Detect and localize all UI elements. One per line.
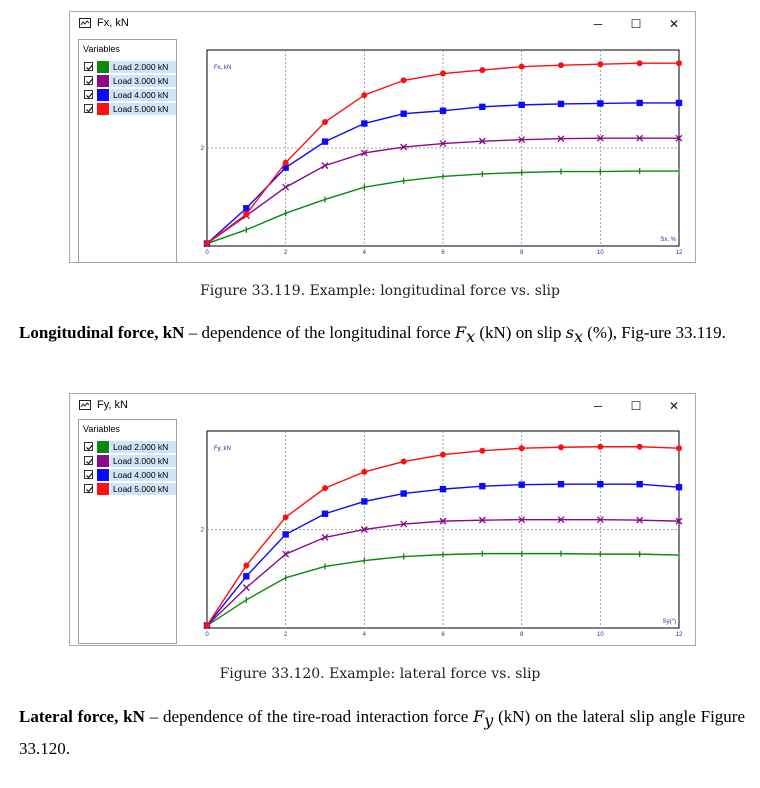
data-point bbox=[519, 445, 525, 451]
variable-label: Load 3.000 kN bbox=[110, 75, 176, 87]
fx-chart-window bbox=[69, 11, 696, 263]
data-point bbox=[558, 62, 564, 68]
data-point bbox=[637, 444, 643, 450]
data-point bbox=[440, 71, 446, 77]
data-point bbox=[440, 452, 446, 458]
variable-label: Load 4.000 kN bbox=[110, 469, 176, 481]
data-point bbox=[243, 573, 249, 579]
variable-label: Load 5.000 kN bbox=[110, 103, 176, 115]
data-point bbox=[204, 241, 210, 247]
math-variable: F bbox=[473, 707, 485, 726]
data-point bbox=[597, 61, 603, 67]
close-button[interactable]: ✕ bbox=[668, 17, 680, 31]
math-subscript: x bbox=[573, 327, 584, 347]
data-point bbox=[282, 531, 288, 537]
data-point bbox=[558, 101, 564, 107]
figure-caption: Figure 33.120. Example: lateral force vs. slip bbox=[219, 666, 541, 682]
x-tick-label: 8 bbox=[519, 250, 524, 256]
x-tick-label: 6 bbox=[441, 632, 445, 638]
data-point bbox=[204, 623, 210, 629]
x-tick-label: 12 bbox=[675, 250, 683, 256]
x-axis-label: Sx, % bbox=[660, 237, 676, 243]
data-point bbox=[361, 120, 367, 126]
variables-title: Variables bbox=[83, 44, 120, 54]
data-point bbox=[558, 444, 564, 450]
math-subscript: x bbox=[466, 327, 476, 347]
x-tick-label: 4 bbox=[362, 250, 367, 256]
variable-label: Load 5.000 kN bbox=[110, 483, 176, 495]
data-point bbox=[361, 469, 367, 475]
x-tick-label: 10 bbox=[596, 632, 604, 638]
y-tick-label: 2 bbox=[200, 146, 204, 152]
variable-label: Load 4.000 kN bbox=[110, 89, 176, 101]
data-point bbox=[518, 481, 524, 487]
x-tick-label: 2 bbox=[283, 632, 288, 638]
fy-line-chart bbox=[70, 394, 697, 647]
variable-label: Load 2.000 kN bbox=[110, 61, 176, 73]
data-point bbox=[676, 445, 682, 451]
paragraph-text: – dependence of the longitudinal force bbox=[184, 323, 455, 342]
x-tick-label: 10 bbox=[596, 250, 604, 256]
minimize-button[interactable]: ─ bbox=[593, 399, 603, 413]
data-point bbox=[400, 490, 406, 496]
x-tick-label: 0 bbox=[205, 250, 209, 256]
data-point bbox=[676, 100, 682, 106]
fx-line-chart bbox=[70, 12, 697, 264]
paragraph-lateral-force bbox=[19, 704, 745, 762]
paragraph-text: (kN) on slip bbox=[475, 323, 566, 342]
data-point bbox=[440, 108, 446, 114]
close-button[interactable]: ✕ bbox=[668, 399, 680, 413]
data-point bbox=[322, 485, 328, 491]
data-point bbox=[243, 562, 249, 568]
term-heading: Longitudinal force, kN bbox=[19, 323, 185, 342]
x-tick-label: 2 bbox=[283, 250, 288, 256]
data-point bbox=[400, 111, 406, 117]
variable-label: Load 3.000 kN bbox=[110, 455, 176, 467]
data-point bbox=[597, 444, 603, 450]
x-tick-label: 4 bbox=[362, 632, 367, 638]
y-tick-label: 2 bbox=[200, 527, 204, 534]
variable-label: Load 2.000 kN bbox=[110, 441, 176, 453]
math-variable: F bbox=[454, 323, 467, 342]
data-point bbox=[479, 104, 485, 110]
data-point bbox=[676, 60, 682, 66]
x-tick-label: 8 bbox=[519, 632, 524, 638]
data-point bbox=[243, 211, 249, 217]
math-subscript: y bbox=[484, 711, 494, 731]
data-point bbox=[479, 67, 485, 73]
data-point bbox=[597, 481, 603, 487]
paragraph-text: (kN) on the lateral slip angle Figure 33.120. bbox=[19, 707, 745, 759]
data-point bbox=[597, 100, 603, 106]
x-tick-label: 0 bbox=[205, 632, 209, 638]
y-axis-label: Fx, kN bbox=[214, 65, 232, 71]
window-title: Fx, kN bbox=[97, 17, 129, 29]
data-point bbox=[361, 498, 367, 504]
data-point bbox=[479, 483, 485, 489]
data-point bbox=[322, 138, 328, 144]
paragraph-longitudinal-force bbox=[19, 320, 745, 352]
minimize-button[interactable]: ─ bbox=[593, 17, 603, 31]
data-point bbox=[401, 459, 407, 465]
data-point bbox=[322, 119, 328, 125]
data-point bbox=[636, 100, 642, 106]
x-tick-label: 12 bbox=[675, 632, 683, 638]
data-point bbox=[322, 511, 328, 517]
math-variable: s bbox=[565, 323, 574, 342]
data-point bbox=[401, 77, 407, 83]
data-point bbox=[676, 484, 682, 490]
window-title: Fy, kN bbox=[97, 399, 128, 411]
data-point bbox=[636, 481, 642, 487]
x-axis-label: Sy(°) bbox=[662, 619, 676, 625]
term-heading: Lateral force, kN bbox=[19, 707, 145, 726]
data-point bbox=[440, 486, 446, 492]
data-point bbox=[283, 160, 289, 166]
data-point bbox=[518, 102, 524, 108]
paragraph-text: – dependence of the tire-road interaction force bbox=[144, 707, 474, 726]
y-axis-label: Fy, kN bbox=[214, 446, 231, 452]
x-tick-label: 6 bbox=[441, 250, 445, 256]
figure-caption: Figure 33.119. Example: longitudinal force vs. slip bbox=[200, 283, 560, 299]
paragraph-text: (%), Fig-ure 33.119. bbox=[583, 323, 726, 342]
fy-chart-window bbox=[69, 393, 696, 646]
data-point bbox=[361, 92, 367, 98]
data-point bbox=[519, 64, 525, 70]
variables-title: Variables bbox=[83, 424, 120, 434]
data-point bbox=[283, 514, 289, 520]
data-point bbox=[558, 481, 564, 487]
data-point bbox=[479, 448, 485, 454]
maximize-button[interactable]: ☐ bbox=[630, 399, 642, 413]
maximize-button[interactable]: ☐ bbox=[630, 17, 642, 31]
data-point bbox=[637, 60, 643, 66]
